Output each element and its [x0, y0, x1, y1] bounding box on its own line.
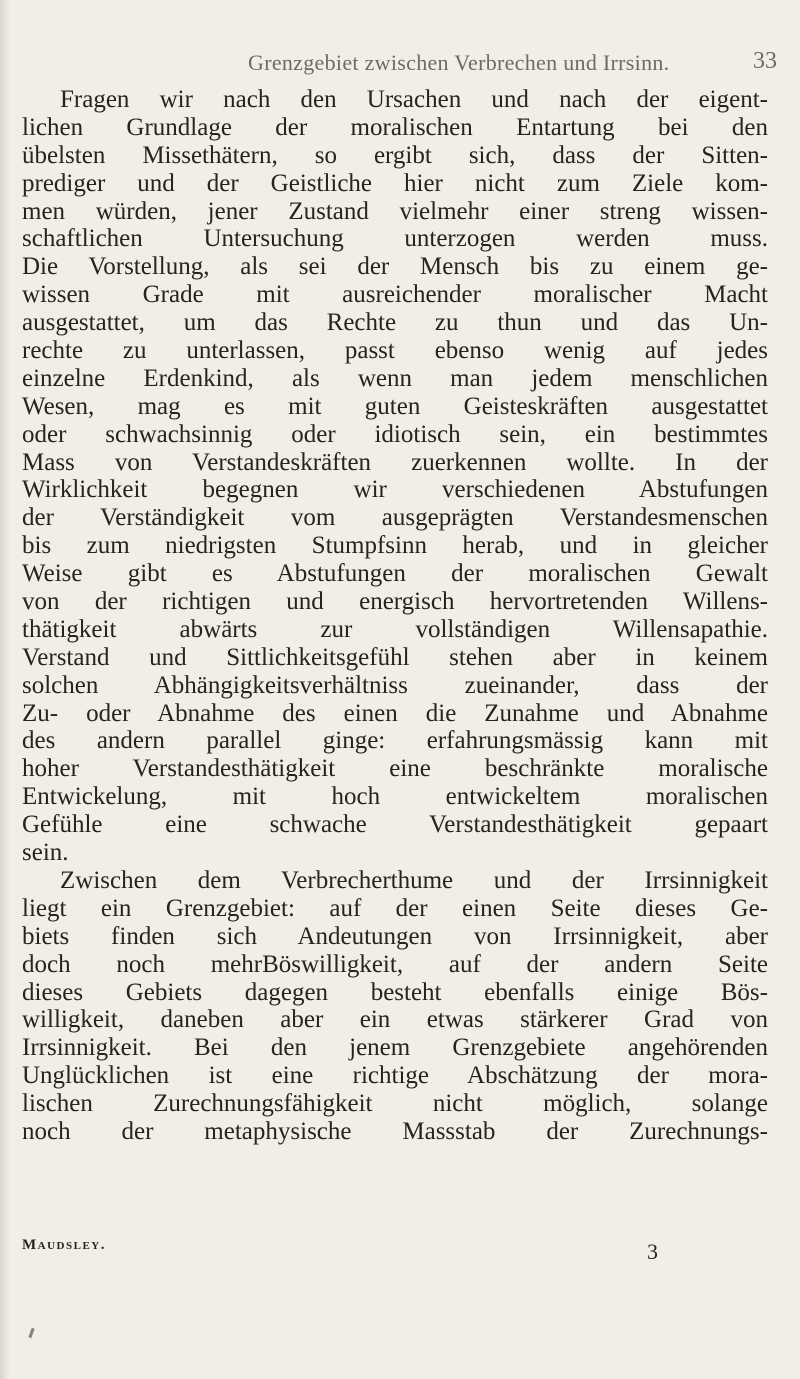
text-line: Irrsinnigkeit. Bei den jenem Grenzgebiete angehörenden [22, 1034, 768, 1062]
text-line: liegt ein Grenzgebiet: auf der einen Seite dieses Ge- [22, 894, 768, 922]
text-line: lichen Grundlage der moralischen Entartung bei den [22, 113, 768, 141]
text-line: solchen Abhängigkeitsverhältniss zueinander, dass der [22, 671, 768, 699]
body-text [22, 86, 768, 1146]
text-line: hoher Verstandesthätigkeit eine beschränkte moralische [22, 755, 768, 783]
text-line: von der richtigen und energisch hervortretenden Willens- [22, 588, 768, 616]
text-line: biets finden sich Andeutungen von Irrsinnigkeit, aber [22, 922, 768, 950]
text-line: Wesen, mag es mit guten Geisteskräften ausgestattet [22, 392, 768, 420]
signature-mark: Maudsley. [22, 1237, 106, 1253]
text-line: schaftlichen Untersuchung unterzogen werden muss. [22, 225, 768, 253]
text-line: übelsten Missethätern, so ergibt sich, dass der Sitten- [22, 141, 768, 169]
text-line: wissen Grade mit ausreichender moralischer Macht [22, 281, 768, 309]
text-line: sein. [22, 839, 69, 867]
page-number: 33 [753, 48, 777, 74]
text-line: noch der metaphysische Massstab der Zurechnungs- [22, 1117, 768, 1145]
text-line: Wirklichkeit begegnen wir verschiedenen Abstufungen [22, 476, 768, 504]
paper-speck [28, 1328, 34, 1338]
text-line: doch noch mehrBöswilligkeit, auf der andern Seite [22, 950, 768, 978]
page-edge-shadow [0, 0, 10, 1379]
text-line: Zu- oder Abnahme des einen die Zunahme und Abnahme [22, 699, 768, 727]
text-line: prediger und der Geistliche hier nicht zum Ziele kom- [22, 169, 768, 197]
running-title: Grenzgebiet zwischen Verbrechen und Irrsinn. [248, 50, 670, 75]
sheet-number: 3 [647, 1239, 658, 1264]
text-line: bis zum niedrigsten Stumpfsinn herab, und in gleicher [22, 532, 768, 560]
text-line: Gefühle eine schwache Verstandesthätigkeit gepaart [22, 811, 768, 839]
text-line: einzelne Erdenkind, als wenn man jedem menschlichen [22, 364, 768, 392]
text-line: Unglücklichen ist eine richtige Abschätzung der mora- [22, 1062, 768, 1090]
text-line: men würden, jener Zustand vielmehr einer streng wissen- [22, 197, 768, 225]
text-line: lischen Zurechnungsfähigkeit nicht möglich, solange [22, 1090, 768, 1118]
text-line: dieses Gebiets dagegen besteht ebenfalls einige Bös- [22, 978, 768, 1006]
text-line: Mass von Verstandeskräften zuerkennen wollte. In der [22, 448, 768, 476]
text-line: Fragen wir nach den Ursachen und nach der eigent- [60, 86, 768, 113]
text-line: Die Vorstellung, als sei der Mensch bis zu einem ge- [22, 253, 768, 281]
text-line: rechte zu unterlassen, passt ebenso wenig auf jedes [22, 337, 768, 365]
text-line: Entwickelung, mit hoch entwickeltem moralischen [22, 783, 768, 811]
text-line: der Verständigkeit vom ausgeprägten Verstandesmenschen [22, 504, 768, 532]
text-line: thätigkeit abwärts zur vollständigen Willensapathie. [22, 615, 768, 643]
text-line: oder schwachsinnig oder idiotisch sein, ein bestimmtes [22, 420, 768, 448]
page-footer [22, 1237, 768, 1267]
text-line: ausgestattet, um das Rechte zu thun und das Un- [22, 309, 768, 337]
text-line: willigkeit, daneben aber ein etwas stärkerer Grad von [22, 1006, 768, 1034]
text-line: Weise gibt es Abstufungen der moralischen Gewalt [22, 560, 768, 588]
text-line: Verstand und Sittlichkeitsgefühl stehen aber in keinem [22, 643, 768, 671]
text-line: Zwischen dem Verbrecherthume und der Irrsinnigkeit [60, 866, 768, 894]
text-line: des andern parallel ginge: erfahrungsmässig kann mit [22, 727, 768, 755]
